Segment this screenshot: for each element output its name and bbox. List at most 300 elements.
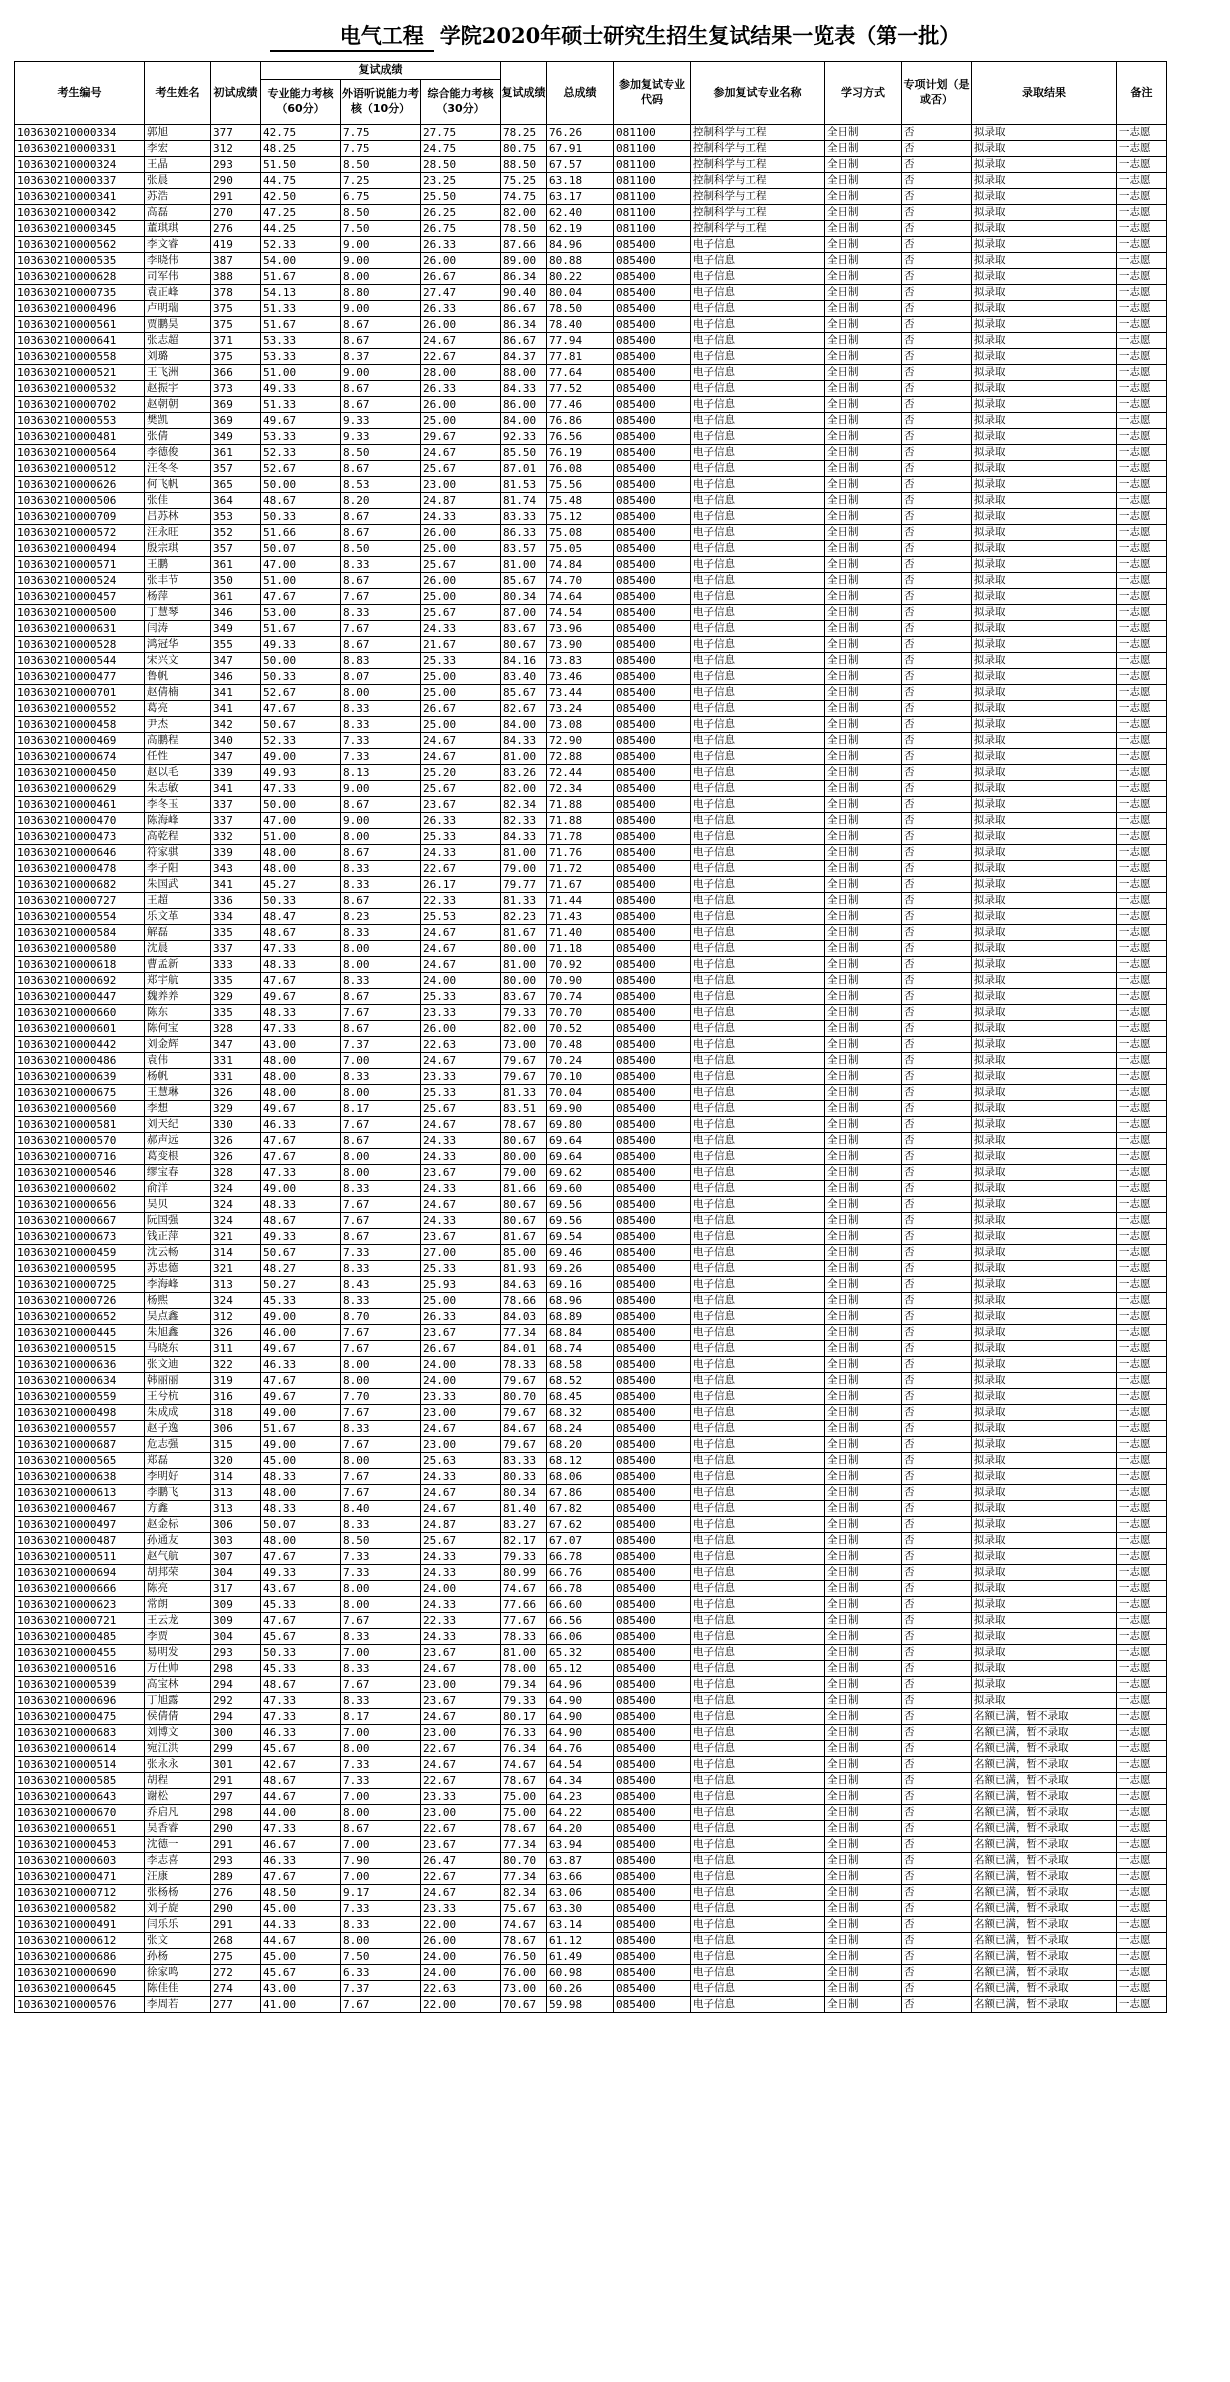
cell-special-plan: 否 — [902, 301, 972, 317]
cell-major-name: 电子信息 — [691, 1277, 825, 1293]
cell-retest-score: 83.67 — [501, 989, 547, 1005]
cell-major-code: 085400 — [614, 1677, 691, 1693]
cell-retest-score: 76.34 — [501, 1741, 547, 1757]
cell-total-score: 70.24 — [547, 1053, 614, 1069]
cell-language-score: 8.67 — [341, 461, 421, 477]
cell-name: 王慧琳 — [145, 1085, 211, 1101]
table-row — [15, 1213, 1167, 1229]
cell-special-plan: 否 — [902, 1053, 972, 1069]
cell-professional-score: 45.33 — [261, 1597, 341, 1613]
cell-major-name: 电子信息 — [691, 637, 825, 653]
table-row — [15, 1021, 1167, 1037]
cell-candidate-id: 103630210000667 — [15, 1213, 145, 1229]
cell-note: 一志愿 — [1117, 1997, 1167, 2013]
cell-major-name: 电子信息 — [691, 365, 825, 381]
cell-retest-score: 80.99 — [501, 1565, 547, 1581]
cell-special-plan: 否 — [902, 445, 972, 461]
table-row — [15, 1549, 1167, 1565]
cell-major-code: 085400 — [614, 861, 691, 877]
cell-retest-score: 80.00 — [501, 1149, 547, 1165]
cell-candidate-id: 103630210000516 — [15, 1661, 145, 1677]
cell-special-plan: 否 — [902, 877, 972, 893]
cell-total-score: 71.78 — [547, 829, 614, 845]
cell-major-code: 085400 — [614, 1581, 691, 1597]
cell-initial-score: 292 — [211, 1693, 261, 1709]
cell-note: 一志愿 — [1117, 157, 1167, 173]
cell-language-score: 8.67 — [341, 1229, 421, 1245]
cell-result: 拟录取 — [972, 621, 1117, 637]
cell-name: 陈何宝 — [145, 1021, 211, 1037]
cell-major-name: 电子信息 — [691, 1501, 825, 1517]
cell-initial-score: 293 — [211, 1645, 261, 1661]
cell-retest-score: 75.00 — [501, 1789, 547, 1805]
cell-special-plan: 否 — [902, 1629, 972, 1645]
cell-total-score: 66.60 — [547, 1597, 614, 1613]
cell-special-plan: 否 — [902, 573, 972, 589]
cell-initial-score: 299 — [211, 1741, 261, 1757]
cell-major-code: 085400 — [614, 893, 691, 909]
cell-retest-score: 82.23 — [501, 909, 547, 925]
cell-total-score: 66.78 — [547, 1581, 614, 1597]
cell-professional-score: 51.50 — [261, 157, 341, 173]
cell-comprehensive-score: 25.33 — [421, 989, 501, 1005]
cell-major-code: 085400 — [614, 1805, 691, 1821]
cell-retest-score: 81.00 — [501, 557, 547, 573]
table-row — [15, 365, 1167, 381]
cell-professional-score: 48.33 — [261, 1469, 341, 1485]
cell-candidate-id: 103630210000461 — [15, 797, 145, 813]
cell-professional-score: 49.00 — [261, 1181, 341, 1197]
table-row — [15, 781, 1167, 797]
table-row — [15, 173, 1167, 189]
cell-special-plan: 否 — [902, 125, 972, 141]
cell-study-mode: 全日制 — [825, 1117, 902, 1133]
cell-major-name: 电子信息 — [691, 1357, 825, 1373]
cell-retest-score: 86.00 — [501, 397, 547, 413]
cell-initial-score: 328 — [211, 1021, 261, 1037]
cell-note: 一志愿 — [1117, 1229, 1167, 1245]
cell-language-score: 8.33 — [341, 557, 421, 573]
cell-professional-score: 44.75 — [261, 173, 341, 189]
cell-special-plan: 否 — [902, 685, 972, 701]
cell-comprehensive-score: 24.00 — [421, 973, 501, 989]
cell-comprehensive-score: 25.50 — [421, 189, 501, 205]
cell-major-code: 085400 — [614, 1597, 691, 1613]
cell-professional-score: 50.07 — [261, 1517, 341, 1533]
cell-major-code: 085400 — [614, 925, 691, 941]
cell-candidate-id: 103630210000692 — [15, 973, 145, 989]
cell-special-plan: 否 — [902, 909, 972, 925]
cell-retest-score: 81.40 — [501, 1501, 547, 1517]
cell-special-plan: 否 — [902, 1085, 972, 1101]
cell-study-mode: 全日制 — [825, 653, 902, 669]
table-row — [15, 797, 1167, 813]
cell-result: 拟录取 — [972, 1517, 1117, 1533]
cell-initial-score: 304 — [211, 1629, 261, 1645]
cell-major-name: 电子信息 — [691, 1629, 825, 1645]
cell-result: 拟录取 — [972, 1549, 1117, 1565]
cell-professional-score: 48.25 — [261, 141, 341, 157]
cell-total-score: 74.64 — [547, 589, 614, 605]
cell-study-mode: 全日制 — [825, 621, 902, 637]
cell-major-name: 电子信息 — [691, 813, 825, 829]
cell-special-plan: 否 — [902, 973, 972, 989]
cell-comprehensive-score: 28.50 — [421, 157, 501, 173]
cell-candidate-id: 103630210000487 — [15, 1533, 145, 1549]
cell-special-plan: 否 — [902, 1693, 972, 1709]
table-row — [15, 1917, 1167, 1933]
cell-study-mode: 全日制 — [825, 717, 902, 733]
title-department: 电气工程 — [270, 20, 434, 52]
cell-study-mode: 全日制 — [825, 317, 902, 333]
cell-major-code: 081100 — [614, 157, 691, 173]
cell-initial-score: 314 — [211, 1469, 261, 1485]
cell-note: 一志愿 — [1117, 1693, 1167, 1709]
cell-initial-score: 347 — [211, 749, 261, 765]
results-table — [14, 61, 1167, 2013]
cell-comprehensive-score: 23.00 — [421, 1405, 501, 1421]
col-header-name: 考生姓名 — [145, 62, 211, 125]
cell-note: 一志愿 — [1117, 1261, 1167, 1277]
cell-initial-score: 331 — [211, 1053, 261, 1069]
cell-special-plan: 否 — [902, 1021, 972, 1037]
cell-language-score: 7.67 — [341, 1405, 421, 1421]
cell-note: 一志愿 — [1117, 141, 1167, 157]
cell-major-name: 电子信息 — [691, 1325, 825, 1341]
cell-total-score: 77.52 — [547, 381, 614, 397]
cell-study-mode: 全日制 — [825, 1245, 902, 1261]
cell-major-code: 085400 — [614, 733, 691, 749]
cell-name: 葛变根 — [145, 1149, 211, 1165]
cell-comprehensive-score: 22.00 — [421, 1917, 501, 1933]
cell-retest-score: 80.33 — [501, 1469, 547, 1485]
cell-major-code: 085400 — [614, 669, 691, 685]
cell-comprehensive-score: 25.33 — [421, 1085, 501, 1101]
cell-major-name: 电子信息 — [691, 1517, 825, 1533]
cell-language-score: 8.80 — [341, 285, 421, 301]
cell-language-score: 8.20 — [341, 493, 421, 509]
cell-professional-score: 44.67 — [261, 1789, 341, 1805]
cell-name: 郝声远 — [145, 1133, 211, 1149]
cell-result: 拟录取 — [972, 1357, 1117, 1373]
cell-name: 高宝林 — [145, 1677, 211, 1693]
cell-language-score: 8.50 — [341, 445, 421, 461]
cell-special-plan: 否 — [902, 1901, 972, 1917]
cell-retest-score: 80.00 — [501, 973, 547, 989]
cell-major-code: 085400 — [614, 253, 691, 269]
cell-comprehensive-score: 26.67 — [421, 1341, 501, 1357]
cell-retest-score: 78.33 — [501, 1629, 547, 1645]
cell-retest-score: 84.63 — [501, 1277, 547, 1293]
table-row — [15, 1325, 1167, 1341]
cell-special-plan: 否 — [902, 349, 972, 365]
cell-study-mode: 全日制 — [825, 1693, 902, 1709]
cell-note: 一志愿 — [1117, 1021, 1167, 1037]
cell-special-plan: 否 — [902, 1005, 972, 1021]
cell-professional-score: 41.00 — [261, 1997, 341, 2013]
cell-candidate-id: 103630210000481 — [15, 429, 145, 445]
cell-name: 危志强 — [145, 1437, 211, 1453]
cell-total-score: 71.40 — [547, 925, 614, 941]
cell-total-score: 76.19 — [547, 445, 614, 461]
cell-comprehensive-score: 24.87 — [421, 493, 501, 509]
cell-major-code: 085400 — [614, 461, 691, 477]
cell-result: 拟录取 — [972, 1485, 1117, 1501]
cell-note: 一志愿 — [1117, 125, 1167, 141]
cell-result: 拟录取 — [972, 589, 1117, 605]
cell-language-score: 7.67 — [341, 1117, 421, 1133]
cell-major-name: 电子信息 — [691, 685, 825, 701]
cell-result: 拟录取 — [972, 397, 1117, 413]
cell-result: 拟录取 — [972, 189, 1117, 205]
table-row — [15, 1965, 1167, 1981]
cell-name: 解磊 — [145, 925, 211, 941]
cell-retest-score: 84.00 — [501, 413, 547, 429]
cell-note: 一志愿 — [1117, 1853, 1167, 1869]
cell-comprehensive-score: 24.67 — [421, 1485, 501, 1501]
cell-initial-score: 364 — [211, 493, 261, 509]
cell-retest-score: 80.70 — [501, 1389, 547, 1405]
cell-result: 拟录取 — [972, 685, 1117, 701]
table-row — [15, 1581, 1167, 1597]
cell-language-score: 8.67 — [341, 797, 421, 813]
cell-special-plan: 否 — [902, 717, 972, 733]
cell-professional-score: 48.00 — [261, 1485, 341, 1501]
cell-initial-score: 321 — [211, 1261, 261, 1277]
cell-candidate-id: 103630210000660 — [15, 1005, 145, 1021]
cell-total-score: 68.58 — [547, 1357, 614, 1373]
cell-note: 一志愿 — [1117, 349, 1167, 365]
cell-major-name: 电子信息 — [691, 653, 825, 669]
cell-professional-score: 47.33 — [261, 941, 341, 957]
cell-candidate-id: 103630210000515 — [15, 1341, 145, 1357]
cell-result: 拟录取 — [972, 1197, 1117, 1213]
cell-result: 名额已满，暂不录取 — [972, 1821, 1117, 1837]
table-row — [15, 1757, 1167, 1773]
table-row — [15, 1661, 1167, 1677]
cell-result: 拟录取 — [972, 717, 1117, 733]
cell-candidate-id: 103630210000334 — [15, 125, 145, 141]
cell-name: 赵子逸 — [145, 1421, 211, 1437]
cell-language-score: 8.67 — [341, 381, 421, 397]
cell-major-code: 085400 — [614, 1965, 691, 1981]
cell-total-score: 67.86 — [547, 1485, 614, 1501]
cell-name: 李晓伟 — [145, 253, 211, 269]
cell-study-mode: 全日制 — [825, 1261, 902, 1277]
cell-study-mode: 全日制 — [825, 1357, 902, 1373]
cell-initial-score: 276 — [211, 221, 261, 237]
cell-comprehensive-score: 27.47 — [421, 285, 501, 301]
cell-note: 一志愿 — [1117, 1373, 1167, 1389]
cell-candidate-id: 103630210000535 — [15, 253, 145, 269]
cell-note: 一志愿 — [1117, 1757, 1167, 1773]
cell-major-code: 085400 — [614, 285, 691, 301]
cell-name: 丁慧琴 — [145, 605, 211, 621]
table-row — [15, 877, 1167, 893]
cell-major-name: 电子信息 — [691, 957, 825, 973]
cell-name: 李子阳 — [145, 861, 211, 877]
cell-retest-score: 82.00 — [501, 205, 547, 221]
cell-professional-score: 45.33 — [261, 1661, 341, 1677]
cell-retest-score: 82.17 — [501, 1533, 547, 1549]
cell-result: 拟录取 — [972, 1005, 1117, 1021]
cell-comprehensive-score: 24.33 — [421, 1469, 501, 1485]
cell-comprehensive-score: 26.67 — [421, 269, 501, 285]
cell-name: 杨熙 — [145, 1293, 211, 1309]
cell-major-code: 085400 — [614, 621, 691, 637]
cell-professional-score: 42.75 — [261, 125, 341, 141]
cell-retest-score: 76.00 — [501, 1965, 547, 1981]
cell-major-name: 电子信息 — [691, 701, 825, 717]
cell-candidate-id: 103630210000628 — [15, 269, 145, 285]
cell-retest-score: 81.00 — [501, 957, 547, 973]
cell-result: 拟录取 — [972, 957, 1117, 973]
cell-result: 拟录取 — [972, 845, 1117, 861]
cell-professional-score: 46.33 — [261, 1117, 341, 1133]
cell-retest-score: 80.17 — [501, 1709, 547, 1725]
cell-initial-score: 272 — [211, 1965, 261, 1981]
cell-total-score: 76.56 — [547, 429, 614, 445]
cell-candidate-id: 103630210000475 — [15, 1709, 145, 1725]
cell-initial-score: 342 — [211, 717, 261, 733]
cell-major-code: 085400 — [614, 749, 691, 765]
cell-initial-score: 321 — [211, 1229, 261, 1245]
cell-major-code: 085400 — [614, 1421, 691, 1437]
cell-total-score: 68.12 — [547, 1453, 614, 1469]
table-row — [15, 845, 1167, 861]
cell-initial-score: 326 — [211, 1325, 261, 1341]
cell-result: 拟录取 — [972, 1661, 1117, 1677]
cell-special-plan: 否 — [902, 1501, 972, 1517]
cell-special-plan: 否 — [902, 653, 972, 669]
cell-major-code: 085400 — [614, 381, 691, 397]
cell-major-code: 085400 — [614, 477, 691, 493]
cell-major-code: 085400 — [614, 1037, 691, 1053]
cell-result: 拟录取 — [972, 989, 1117, 1005]
cell-language-score: 9.00 — [341, 813, 421, 829]
cell-initial-score: 337 — [211, 813, 261, 829]
cell-total-score: 66.06 — [547, 1629, 614, 1645]
cell-result: 名额已满，暂不录取 — [972, 1805, 1117, 1821]
cell-study-mode: 全日制 — [825, 509, 902, 525]
cell-major-code: 085400 — [614, 573, 691, 589]
cell-special-plan: 否 — [902, 1229, 972, 1245]
table-row — [15, 893, 1167, 909]
cell-major-name: 电子信息 — [691, 397, 825, 413]
cell-special-plan: 否 — [902, 1517, 972, 1533]
cell-major-name: 电子信息 — [691, 1133, 825, 1149]
cell-total-score: 67.91 — [547, 141, 614, 157]
col-header-total: 总成绩 — [547, 62, 614, 125]
cell-name: 谢松 — [145, 1789, 211, 1805]
col-header-id: 考生编号 — [15, 62, 145, 125]
cell-major-name: 电子信息 — [691, 1645, 825, 1661]
cell-major-name: 电子信息 — [691, 253, 825, 269]
cell-result: 拟录取 — [972, 445, 1117, 461]
table-row — [15, 621, 1167, 637]
cell-total-score: 72.88 — [547, 749, 614, 765]
cell-major-code: 085400 — [614, 301, 691, 317]
cell-total-score: 68.45 — [547, 1389, 614, 1405]
cell-major-code: 085400 — [614, 1341, 691, 1357]
cell-major-code: 085400 — [614, 1133, 691, 1149]
cell-comprehensive-score: 22.63 — [421, 1037, 501, 1053]
cell-retest-score: 80.67 — [501, 1133, 547, 1149]
cell-candidate-id: 103630210000581 — [15, 1117, 145, 1133]
cell-total-score: 69.64 — [547, 1133, 614, 1149]
table-row — [15, 1165, 1167, 1181]
cell-candidate-id: 103630210000546 — [15, 1165, 145, 1181]
cell-major-code: 085400 — [614, 333, 691, 349]
table-row — [15, 1501, 1167, 1517]
cell-major-code: 085400 — [614, 1901, 691, 1917]
table-row — [15, 301, 1167, 317]
cell-comprehensive-score: 25.33 — [421, 829, 501, 845]
cell-retest-score: 84.16 — [501, 653, 547, 669]
cell-special-plan: 否 — [902, 1373, 972, 1389]
cell-note: 一志愿 — [1117, 1181, 1167, 1197]
cell-professional-score: 47.67 — [261, 1149, 341, 1165]
cell-total-score: 75.12 — [547, 509, 614, 525]
cell-major-name: 控制科学与工程 — [691, 221, 825, 237]
cell-professional-score: 54.00 — [261, 253, 341, 269]
cell-result: 拟录取 — [972, 525, 1117, 541]
cell-result: 名额已满，暂不录取 — [972, 1965, 1117, 1981]
cell-comprehensive-score: 24.33 — [421, 1133, 501, 1149]
cell-retest-score: 73.00 — [501, 1037, 547, 1053]
table-row — [15, 237, 1167, 253]
table-row — [15, 1613, 1167, 1629]
cell-comprehensive-score: 29.67 — [421, 429, 501, 445]
cell-major-code: 085400 — [614, 1533, 691, 1549]
cell-major-name: 电子信息 — [691, 989, 825, 1005]
table-row — [15, 1677, 1167, 1693]
cell-major-name: 电子信息 — [691, 717, 825, 733]
cell-professional-score: 42.50 — [261, 189, 341, 205]
cell-retest-score: 77.34 — [501, 1869, 547, 1885]
cell-total-score: 68.32 — [547, 1405, 614, 1421]
cell-study-mode: 全日制 — [825, 669, 902, 685]
cell-initial-score: 324 — [211, 1293, 261, 1309]
cell-special-plan: 否 — [902, 925, 972, 941]
table-row — [15, 813, 1167, 829]
cell-comprehensive-score: 26.00 — [421, 397, 501, 413]
cell-total-score: 68.20 — [547, 1437, 614, 1453]
cell-total-score: 68.84 — [547, 1325, 614, 1341]
cell-major-name: 电子信息 — [691, 1757, 825, 1773]
cell-note: 一志愿 — [1117, 1389, 1167, 1405]
cell-name: 吴点鑫 — [145, 1309, 211, 1325]
cell-comprehensive-score: 25.00 — [421, 669, 501, 685]
cell-study-mode: 全日制 — [825, 1517, 902, 1533]
table-row — [15, 461, 1167, 477]
table-row — [15, 1421, 1167, 1437]
cell-result: 拟录取 — [972, 861, 1117, 877]
title-text: 学院2020年硕士研究生招生复试结果一览表（第一批） — [439, 23, 961, 48]
table-row — [15, 1309, 1167, 1325]
cell-retest-score: 84.03 — [501, 1309, 547, 1325]
cell-language-score: 9.17 — [341, 1885, 421, 1901]
cell-comprehensive-score: 26.33 — [421, 1309, 501, 1325]
cell-major-name: 电子信息 — [691, 1341, 825, 1357]
cell-result: 拟录取 — [972, 1405, 1117, 1421]
cell-professional-score: 47.25 — [261, 205, 341, 221]
cell-candidate-id: 103630210000467 — [15, 1501, 145, 1517]
cell-note: 一志愿 — [1117, 845, 1167, 861]
cell-study-mode: 全日制 — [825, 701, 902, 717]
cell-initial-score: 346 — [211, 669, 261, 685]
table-row — [15, 1837, 1167, 1853]
